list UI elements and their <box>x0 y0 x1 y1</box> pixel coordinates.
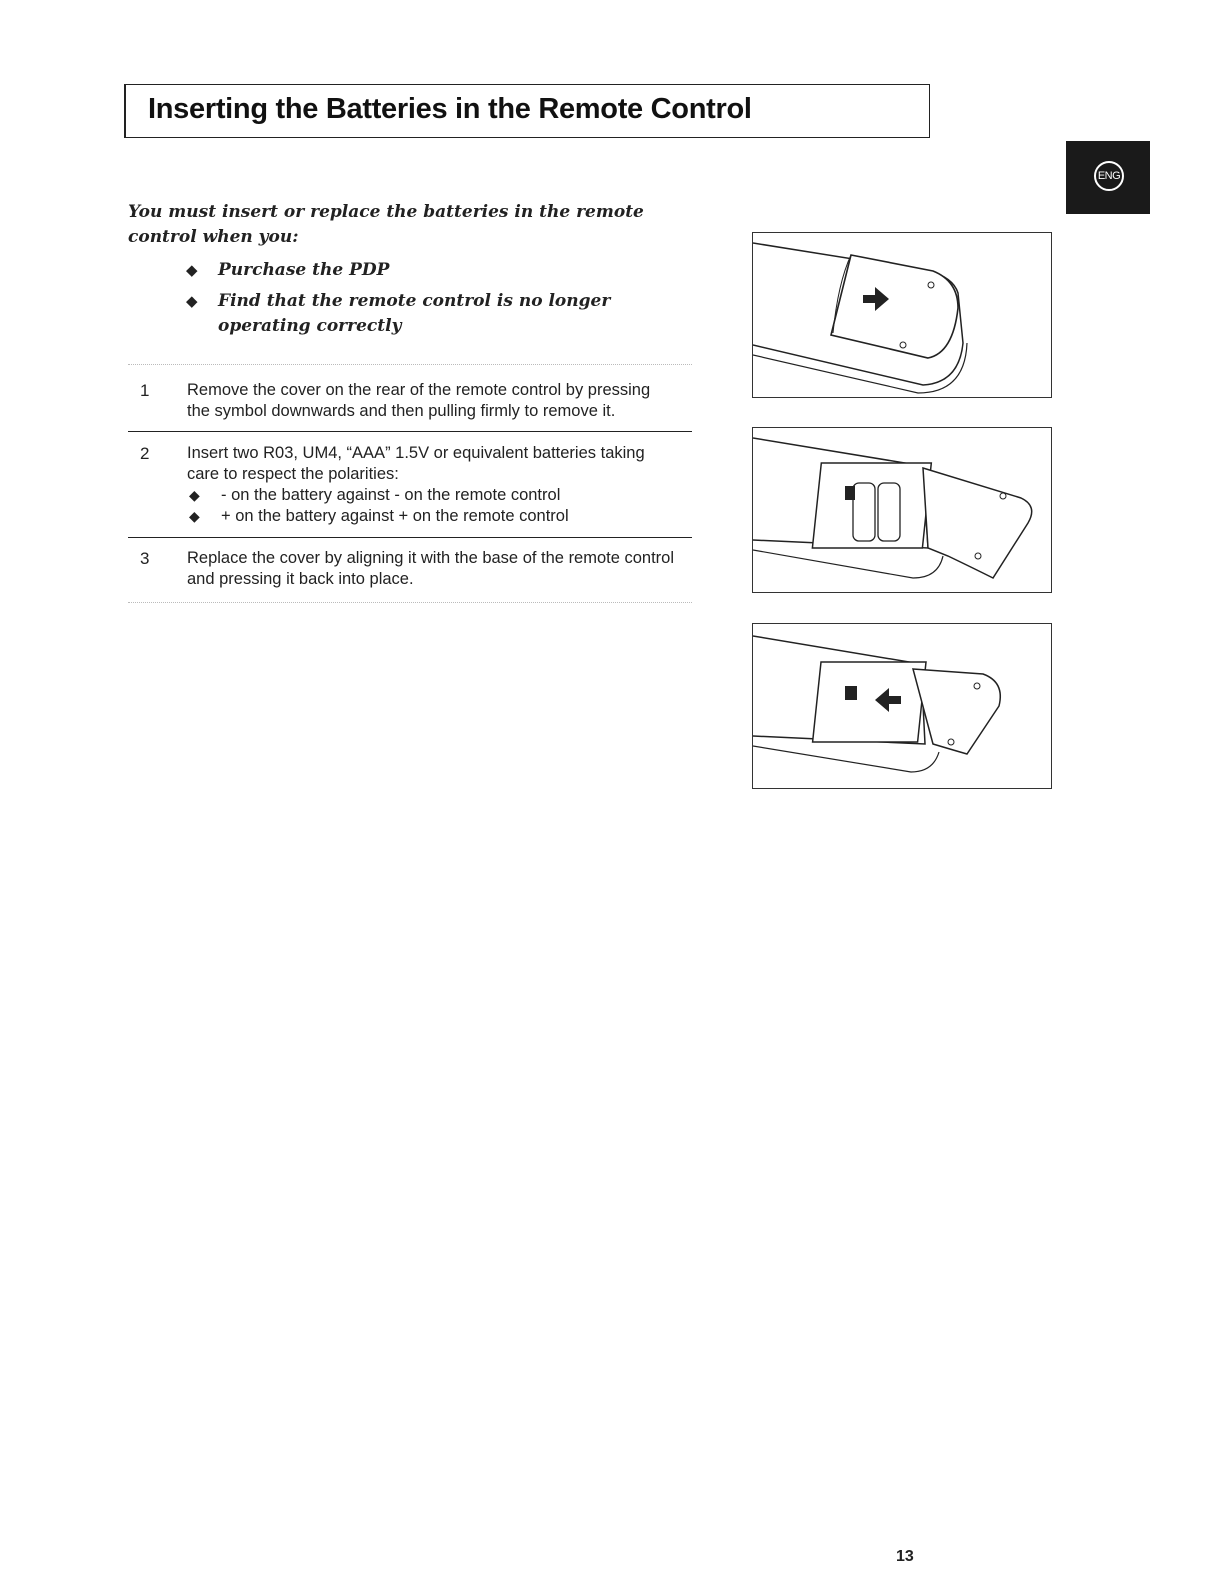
intro-bullet <box>186 289 666 339</box>
intro-bullet <box>186 258 666 283</box>
title-box <box>124 84 930 138</box>
step-text: Remove the cover on the rear of the remote control by pressing the symbol downwards and then pulling firmly to remove it. <box>187 381 651 420</box>
page-number: 13 <box>896 1548 914 1565</box>
language-tab <box>1066 141 1150 214</box>
figure-insert-batteries <box>752 427 1052 593</box>
replace-cover-illustration <box>753 624 1053 790</box>
diamond-bullet-icon: ◆ <box>186 292 198 310</box>
step-number: 1 <box>140 381 150 400</box>
intro-bullet-text: Purchase the PDP <box>218 260 390 280</box>
diamond-bullet-icon: ◆ <box>186 261 198 279</box>
polarity-text: + on the battery against + on the remote control <box>221 507 569 525</box>
step-text: Replace the cover by aligning it with the base of the remote control and pressing it back into place. <box>187 549 675 588</box>
dotted-divider <box>128 602 692 603</box>
diamond-bullet-icon: ◆ <box>189 508 200 524</box>
diamond-bullet-icon: ◆ <box>189 487 200 503</box>
polarity-item <box>187 506 677 527</box>
intro-bullets <box>186 258 666 345</box>
remove-cover-illustration <box>753 233 1053 399</box>
step-divider <box>128 431 692 432</box>
intro-bullet-text: Find that the remote control is no longer operating correctly <box>218 291 611 336</box>
language-badge: ENG <box>1094 161 1124 191</box>
intro-text: You must insert or replace the batteries in the remote control when you: <box>128 202 644 247</box>
polarity-text: - on the battery against - on the remote control <box>221 486 561 504</box>
page-title: Inserting the Batteries in the Remote Control <box>148 93 752 125</box>
figure-replace-cover <box>752 623 1052 789</box>
figure-remove-cover <box>752 232 1052 398</box>
insert-batteries-illustration <box>753 428 1053 594</box>
step-text: Insert two R03, UM4, “AAA” 1.5V or equivalent batteries taking care to respect the polarities: <box>187 444 645 483</box>
step-number: 3 <box>140 549 150 568</box>
step-body <box>187 443 677 527</box>
step-divider <box>128 537 692 538</box>
step-number: 2 <box>140 444 150 463</box>
dotted-divider <box>128 364 692 365</box>
polarity-item <box>187 485 677 506</box>
